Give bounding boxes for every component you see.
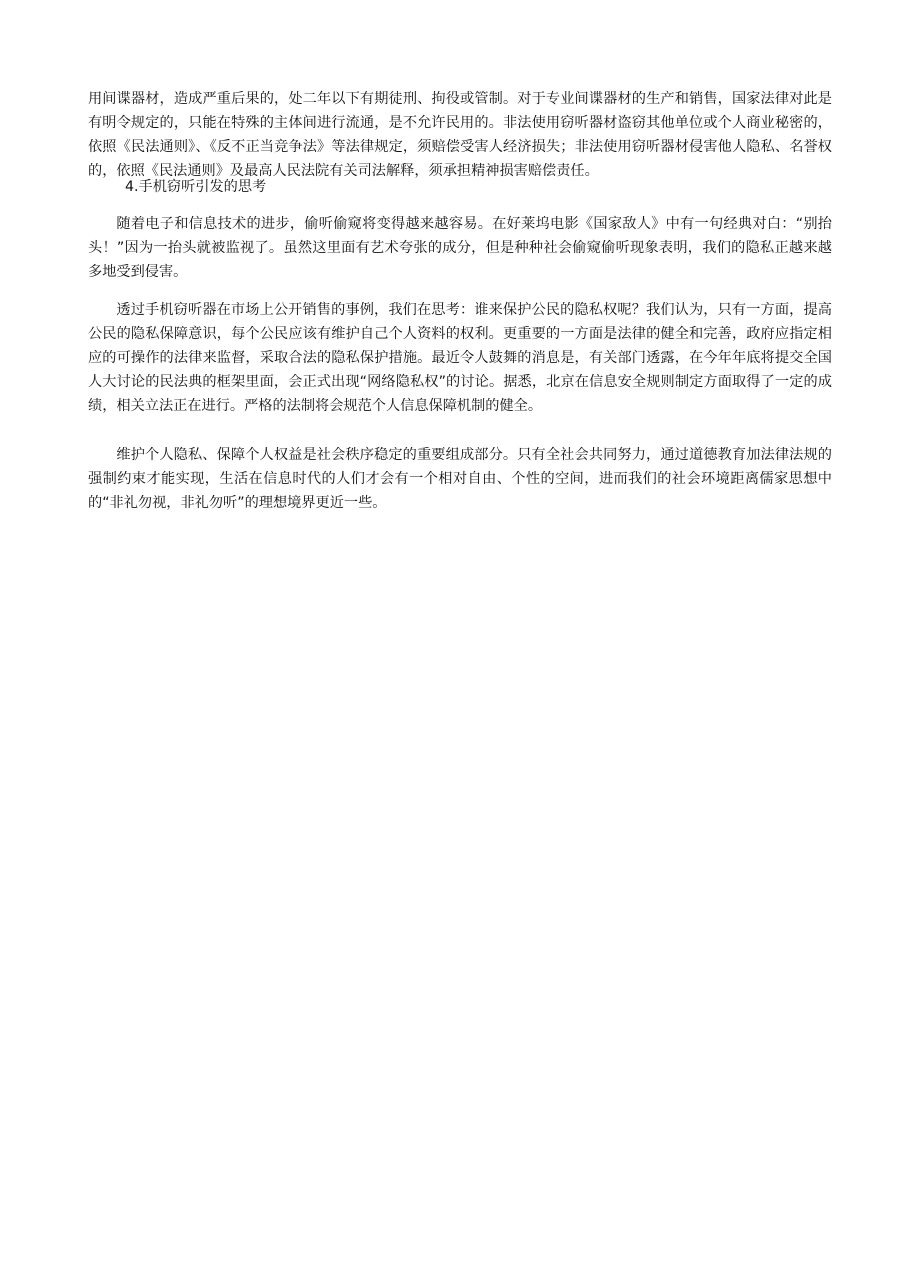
paragraph-privacy-protection: 透过手机窃听器在市场上公开销售的事例，我们在思考：谁来保护公民的隐私权呢？我们认为，只有一方面，提高公民的隐私保障意识，每个公民应该有维护自己个人资料的权利。更重要的一方面是法律的健全和完善，政府应指定相应的可操作的法律来监督，采取合法的隐私保护措施。最近令人鼓舞的消息是，有关部门透露，在今年年底将提交全国人大讨论的民法典的框架里面，会正式出现“网络隐私权”的讨论。据悉，北京在信息安全规则制定方面取得了一定的成绩，相关立法正在进行。严格的法制将会规范个人信息保障机制的健全。 [88, 302, 832, 414]
paragraph-privacy-intrusion: 随着电子和信息技术的进步，偷听偷窥将变得越来越容易。在好莱坞电影《国家敌人》中有一句经典对白：“别抬头！”因为一抬头就被监视了。虽然这里面有艺术夸张的成分，但是种种社会偷窥偷听现象表明，我们的隐私正越来越多地受到侵害。 [88, 216, 832, 280]
section-heading: 4.手机窃听引发的思考 [125, 179, 267, 195]
paragraph-conclusion: 维护个人隐私、保障个人权益是社会秩序稳定的重要组成部分。只有全社会共同努力，通过道德教育加法律法规的强制约束才能实现，生活在信息时代的人们才会有一个相对自由、个性的空间，进而我们的社会环境距离儒家思想中的“非礼勿视，非礼勿听”的理想境界更近一些。 [88, 447, 832, 511]
paragraph-legal-liability: 用间谍器材，造成严重后果的，处二年以下有期徒刑、拘役或管制。对于专业间谍器材的生产和销售，国家法律对此是有明令规定的，只能在特殊的主体间进行流通，是不允许民用的。非法使用窃听器材盗窃其他单位或个人商业秘密的，依照《民法通则》、《反不正当竞争法》等法律规定，须赔偿受害人经济损失；非法使用窃听器材侵害他人隐私、名誉权的，依照《民法通则》及最高人民法院有关司法解释，须承担精神损害赔偿责任。 [88, 91, 832, 179]
